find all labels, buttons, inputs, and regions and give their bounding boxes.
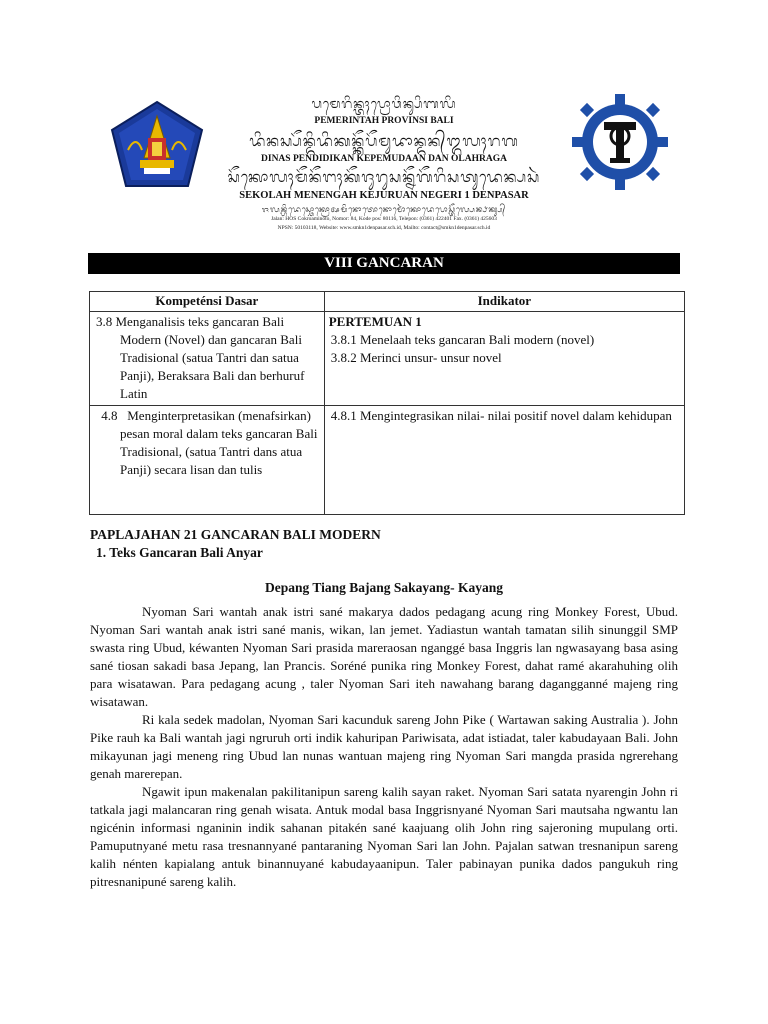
kd-text	[90, 406, 324, 481]
kd-cell	[90, 406, 325, 515]
indicator-cell	[324, 312, 684, 406]
lesson-heading: PAPLAJAHAN 21 GANCARAN BALI MODERN	[90, 527, 381, 542]
meeting-heading: PERTEMUAN 1	[328, 314, 422, 329]
government-name: PEMERINTAH PROVINSI BALI	[314, 116, 454, 126]
department-name: DINAS PENDIDIKAN KEPEMUDAAN DAN OLAHRAGA	[261, 154, 507, 164]
competency-table	[89, 291, 685, 515]
indicator-item: 4.8.1 Mengintegrasikan nilai- nilai positif novel dalam kehidupan	[330, 408, 672, 423]
header-kompetensi-dasar: Kompeténsi Dasar	[90, 292, 325, 312]
script-line-1: ᬧᬫᬾᬭᬶᬦ᭄ᬢᬄᬧ᭄ᬭᭀᬯᬶᬦ᭄ᬲᬶᬩᬮᬶ	[311, 97, 457, 112]
table-row	[90, 312, 685, 406]
script-line-2: ᬤᬶᬦᬲ᭄ᬧᭂᬦ᭄ᬤᬶᬤᬶᬓᬦ᭄ᬓᭂᬧᭂᬫᬸᬤᬵᬦ᭄ᬤᬦ᭄ᬑᬮᬄᬭᬕ	[249, 132, 519, 150]
indicator-cell	[324, 406, 684, 515]
kd-description: Menganalisis teks gancaran Bali Modern (Novel) dan gancaran Bali Tradisional (satua Tantri dan satua Panji), Beraksara Bali dan berhuruf Latin	[115, 314, 305, 401]
story-body	[90, 603, 678, 891]
school-name: SEKOLAH MENENGAH KEJURUAN NEGERI 1 DENPASAR	[239, 190, 529, 201]
header-indikator: Indikator	[324, 292, 684, 312]
indicator-item: 3.8.2 Merinci unsur- unsur novel	[330, 350, 502, 365]
table-header-row	[90, 292, 685, 312]
story-paragraph: Ngawit ipun makenalan pakilitanipun sareng kalih sayan raket. Nyoman Sari satata nyarengin John ri tatkala jagi malancaran ring genah wisata. Antuk modal basa Inggrisnyané Nyoman Sari mautsaha ngwantu lan ngicénin informasi nganinin indik sahanan pitakén sané kaajuang olih John ring sajeroning mupulang orti. Pamuputnyané metu rasa tresnannyané pantaraning Nyoman Sari lan John. Pajalan satwan tresnanipun sareng kalih nénten kapialang antuk binannuyané kabudayaanipun. Taler pabinayan punika dados pangukuh ring pitresnanipuné sareng kalih.	[90, 784, 678, 889]
kd-number: 3.8	[96, 314, 113, 329]
sub-heading: 1. Teks Gancaran Bali Anyar	[96, 545, 263, 560]
table-row	[90, 406, 685, 515]
story-paragraph: Nyoman Sari wantah anak istri sané makarya dados pedagang acung ring Monkey Forest, Ubud. Nyoman Sari wantah anak istri sané manis, wikan, lan jemet. Yadiastun wantah tamatan silih sinunggil SMP swasta ring Ubud, kéwanten Nyoman Sari prasida mareraosan nganggé basa Inggris lan ngwasayang basa asing sané tiosan sakadi basa Jepang, lan Prancis. Soréné punika ring Monkey Forest, dahat ramé akarahuhing olih para wisatawan. Para pedagang acung , taler Nyoman Sari iteh nawahang barang dagangganné majeng ring wisatawan.	[90, 604, 678, 709]
kd-number: 4.8	[101, 408, 118, 423]
school-contact: NPSN: 50103118, Website: www.smkn1denpasar.sch.id, Mailto: contact@smkn1denpasar.sch.id	[277, 225, 491, 231]
indicator-item: 3.8.1 Menelaah teks gancaran Bali modern (novel)	[330, 332, 595, 347]
kd-cell	[90, 312, 325, 406]
chapter-title: VIII GANCARAN	[88, 253, 680, 274]
story-title: Depang Tiang Bajang Sakayang- Kayang	[264, 580, 504, 595]
script-line-3: ᬲᭂᬓᭀᬮᬄᬫᭂᬦᭂᬗᬄᬓᭂᬚᬸᬭᬸᬲᬦ᭄ᬦᭂᬕᭂᬭᬶᬲᬢᬸᬤᬾᬦ᭄ᬧᬲᬃ	[227, 168, 541, 186]
script-line-4: ᬚᬮᬦ᭄ᬳᬶᬤᬾᬲ᭄ᬘᭀᬓ᭄ᬭᭀᬅᬫᬶᬦᭀᬢᭀᬦᭀᬫᭀᬃᬓᭀᬤᬾᬧᭀᬲ᭄ᬢᭂᬮ᭄ᬧᬾᬦ᭄ᬨᬓ᭄ᬲ᭄	[261, 205, 507, 214]
school-address: Jalan: HOS Cokroaminoto, Nomor: 84, Kode pos: 80116, Telepon: (0361) 422401 Fax. (0361) 425603	[271, 216, 497, 222]
kd-text	[90, 312, 324, 405]
story-paragraph: Ri kala sedek madolan, Nyoman Sari kacunduk sareng John Pike ( Wartawan saking Australia ). John Pike rauh ka Bali wantah jagi ngruruh orti indik kahuripan Pariwisata, adat istiadat, taler kabudayaan Bali. John mikayunan jagi meneng ring Ubud lan nunas wantuan majeng ring Nyoman Sari mangda prasida ngrerehang genah marerepan.	[90, 712, 678, 781]
kd-description: Menginterpretasikan (menafsirkan) pesan moral dalam teks gancaran Bali Tradisional, (satua Tantri dans atua Panji) secara lisan dan tulis	[120, 408, 318, 477]
